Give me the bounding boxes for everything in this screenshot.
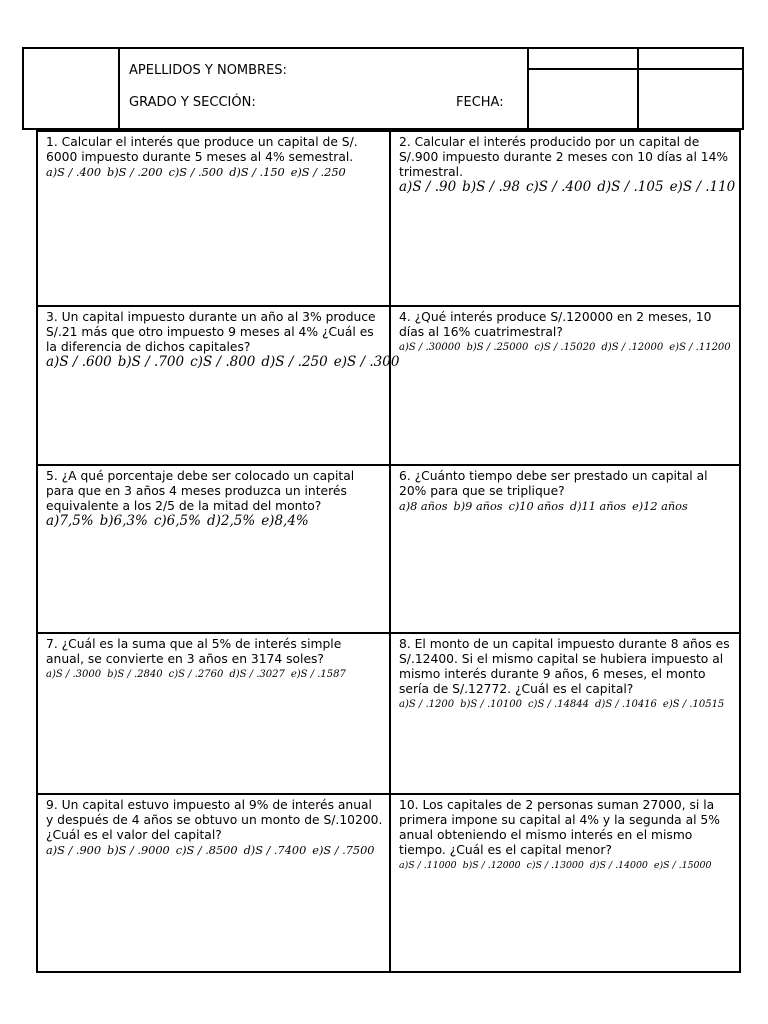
option-e: e)12 años bbox=[632, 500, 688, 513]
option-c: c)10 años bbox=[508, 500, 564, 513]
option-d: d)S / .250 bbox=[261, 354, 328, 370]
logo-box bbox=[24, 49, 120, 128]
option-b: b)S / .200 bbox=[107, 166, 163, 179]
problems-grid bbox=[36, 130, 741, 973]
answer-options bbox=[399, 697, 735, 712]
date-label: FECHA: bbox=[456, 95, 504, 110]
problem-6 bbox=[389, 464, 741, 632]
problem-text: 4. ¿Qué interés produce S/.120000 en 2 meses, 10 días al 16% cuatrimestral? bbox=[399, 310, 712, 339]
option-b: b)S / .10100 bbox=[460, 699, 522, 710]
option-a: a)S / .600 bbox=[46, 354, 112, 370]
option-d: d)2,5% bbox=[206, 513, 256, 529]
option-b: b)S / .700 bbox=[117, 354, 185, 370]
problem-text: 8. El monto de un capital impuesto durante 8 años es S/.12400. Si el mismo capital se hubiera impuesto al mismo interés durante 9 años, 6 meses, el monto sería de S/.12772. ¿Cuál es el capital? bbox=[399, 637, 730, 696]
grade-field[interactable] bbox=[120, 95, 536, 111]
name-label: APELLIDOS Y NOMBRES: bbox=[129, 63, 287, 78]
option-d: d)S / .10416 bbox=[595, 699, 657, 710]
option-b: b)S / .25000 bbox=[466, 342, 529, 353]
option-d: d)S / .14000 bbox=[589, 860, 648, 871]
option-c: c)S / .400 bbox=[525, 179, 592, 195]
option-e: e)S / .300 bbox=[333, 354, 400, 370]
option-a: a)S / .30000 bbox=[399, 342, 461, 353]
option-e: e)S / .1587 bbox=[290, 669, 346, 680]
name-field[interactable] bbox=[120, 63, 536, 79]
option-c: c)S / .15020 bbox=[534, 342, 596, 353]
option-e: e)S / .7500 bbox=[312, 844, 375, 857]
problem-text: 3. Un capital impuesto durante un año al 3% produce S/.21 más que otro impuesto 9 meses al 4% ¿Cuál es la diferencia de dichos capitales? bbox=[46, 310, 376, 354]
option-c: c)S / .14844 bbox=[527, 699, 590, 710]
option-b: b)6,3% bbox=[99, 513, 148, 529]
option-e: e)S / .10515 bbox=[662, 699, 725, 710]
option-b: b)S / .2840 bbox=[107, 669, 163, 680]
option-b: b)S / .98 bbox=[462, 179, 520, 195]
worksheet-header bbox=[22, 47, 744, 130]
answer-options bbox=[399, 499, 735, 514]
problem-10 bbox=[389, 793, 741, 973]
option-d: d)S / .3027 bbox=[229, 669, 285, 680]
option-e: e)S / .250 bbox=[290, 166, 346, 179]
option-e: e)S / .110 bbox=[669, 179, 736, 195]
answer-options bbox=[399, 858, 735, 873]
student-fields bbox=[120, 49, 527, 128]
option-d: d)S / .7400 bbox=[243, 844, 307, 857]
option-a: a)S / .1200 bbox=[399, 699, 455, 710]
option-c: c)S / .2760 bbox=[168, 669, 224, 680]
option-b: b)S / .9000 bbox=[107, 844, 170, 857]
option-a: a)S / .900 bbox=[46, 844, 102, 857]
problem-8 bbox=[389, 632, 741, 793]
option-e: e)8,4% bbox=[261, 513, 309, 529]
answer-options bbox=[46, 843, 383, 858]
score-box-divider-v bbox=[637, 49, 639, 128]
option-d: d)S / .150 bbox=[229, 166, 285, 179]
option-b: b)9 años bbox=[453, 500, 503, 513]
problem-5 bbox=[38, 464, 389, 632]
grade-label: GRADO Y SECCIÓN: bbox=[129, 95, 256, 110]
answer-options bbox=[46, 354, 400, 370]
option-c: c)S / .8500 bbox=[175, 844, 238, 857]
problem-text: 1. Calcular el interés que produce un capital de S/. 6000 impuesto durante 5 meses al 4% semestral. bbox=[46, 135, 358, 164]
problem-1 bbox=[38, 132, 389, 305]
answer-options bbox=[46, 667, 383, 682]
problem-7 bbox=[38, 632, 389, 793]
problem-text: 2. Calcular el interés producido por un capital de S/.900 impuesto durante 2 meses con 10 días al 14% trimestral. bbox=[399, 135, 729, 179]
option-c: c)S / .13000 bbox=[526, 860, 584, 871]
problem-text: 6. ¿Cuánto tiempo debe ser prestado un capital al 20% para que se triplique? bbox=[399, 469, 708, 498]
option-b: b)S / .12000 bbox=[462, 860, 521, 871]
answer-options bbox=[46, 514, 383, 529]
answer-options bbox=[399, 340, 735, 355]
problem-text: 10. Los capitales de 2 personas suman 27000, si la primera impone su capital al 4% y la segunda al 5% anual obteniendo el mismo interés en el mismo tiempo. ¿Cuál es el capital menor? bbox=[399, 798, 720, 857]
problem-text: 5. ¿A qué porcentaje debe ser colocado un capital para que en 3 años 4 meses produzca un interés equivalente a los 2/5 de la mitad del monto? bbox=[46, 469, 355, 513]
option-a: a)S / .90 bbox=[399, 179, 457, 195]
option-d: d)S / .12000 bbox=[601, 342, 664, 353]
score-boxes bbox=[527, 49, 744, 128]
option-a: a)7,5% bbox=[46, 513, 94, 529]
option-c: c)S / .800 bbox=[190, 354, 256, 370]
answer-options bbox=[46, 165, 383, 180]
problem-9 bbox=[38, 793, 389, 973]
problem-text: 9. Un capital estuvo impuesto al 9% de interés anual y después de 4 años se obtuvo un monto de S/.10200. ¿Cuál es el valor del capital? bbox=[46, 798, 383, 842]
problem-2 bbox=[389, 132, 741, 305]
option-c: c)6,5% bbox=[153, 513, 201, 529]
option-a: a)8 años bbox=[399, 500, 448, 513]
option-d: d)11 años bbox=[569, 500, 627, 513]
option-a: a)S / .400 bbox=[46, 166, 102, 179]
option-e: e)S / .15000 bbox=[653, 860, 712, 871]
option-d: d)S / .105 bbox=[597, 179, 664, 195]
option-a: a)S / .11000 bbox=[399, 860, 457, 871]
option-a: a)S / .3000 bbox=[46, 669, 102, 680]
problem-text: 7. ¿Cuál es la suma que al 5% de interés simple anual, se convierte en 3 años en 3174 soles? bbox=[46, 637, 342, 666]
option-e: e)S / .11200 bbox=[669, 342, 731, 353]
problem-4 bbox=[389, 305, 741, 464]
problem-3 bbox=[38, 305, 400, 464]
option-c: c)S / .500 bbox=[168, 166, 224, 179]
answer-options bbox=[399, 180, 735, 195]
